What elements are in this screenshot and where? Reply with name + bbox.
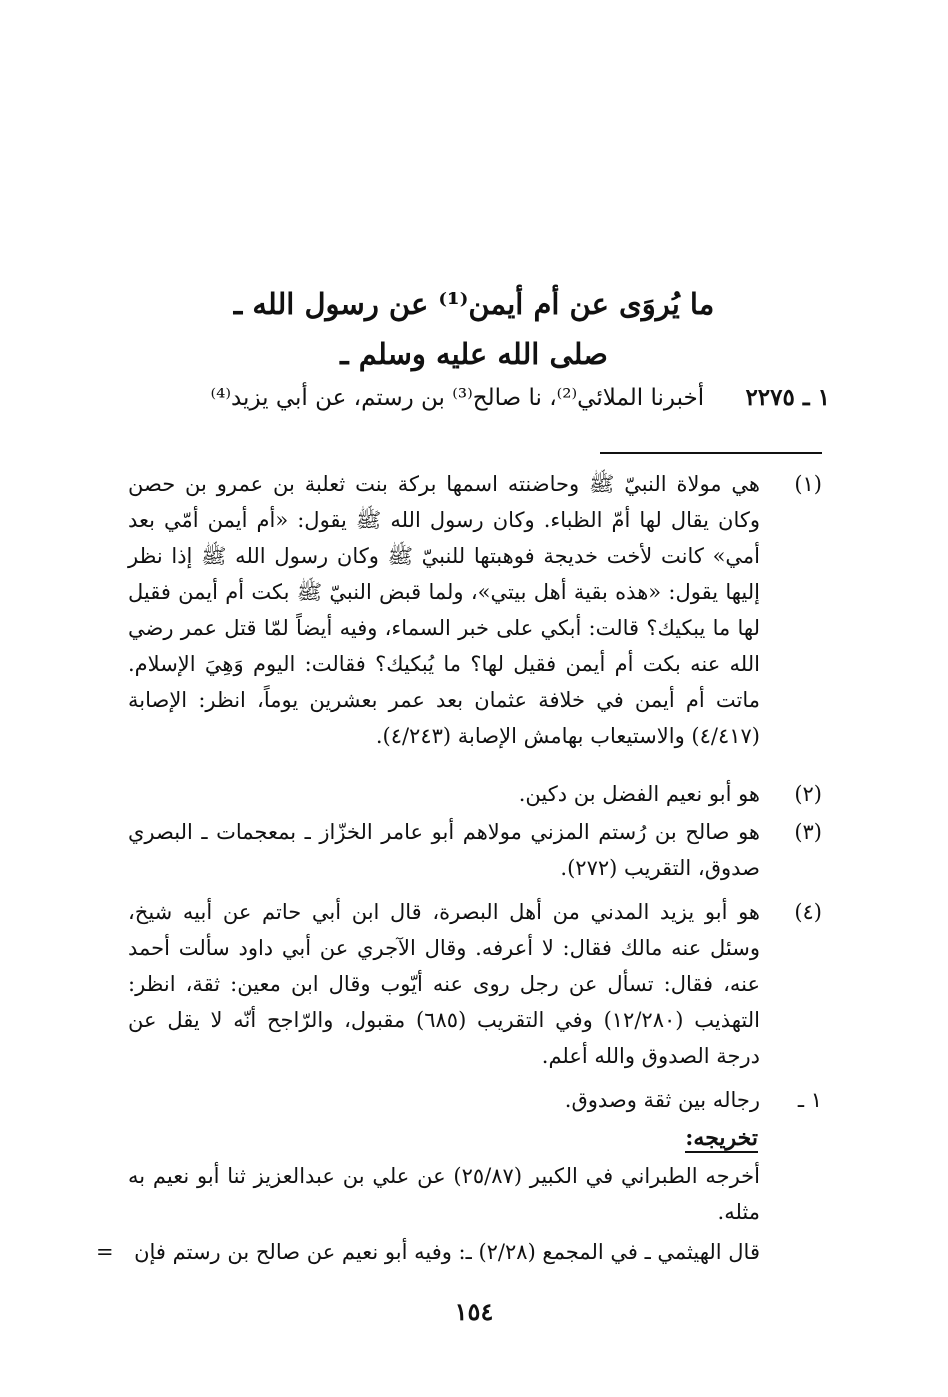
chapter-title-line-2: صلى الله عليه وسلم ـ <box>340 337 608 371</box>
hadith-line <box>110 378 830 418</box>
hadith-grading-note <box>128 1082 822 1118</box>
takhrij-paragraph-1: أخرجه الطبراني في الكبير (٢٥/٨٧) عن علي بن عبدالعزيز ثنا أبو نعيم به مثله. <box>128 1164 760 1224</box>
hadith-text: أخبرنا الملائي⁽²⁾، نا صالح⁽³⁾ بن رستم، عن أبي يزيد⁽⁴⁾ <box>210 385 705 411</box>
footnote-3 <box>128 814 822 886</box>
footnote-2 <box>128 776 822 812</box>
footnote-text: هو صالح بن رُستم المزني مولاهم أبو عامر الخزّاز ـ بمعجمات ـ البصري صدوق، التقريب (٢٧٢). <box>128 820 760 880</box>
footnote-divider <box>600 452 822 454</box>
footnote-1 <box>128 466 822 754</box>
takhrij-paragraph-2: قال الهيثمي ـ في المجمع (٢/٢٨) ـ: وفيه أبو نعيم عن صالح بن رستم فإن <box>134 1240 760 1264</box>
takhrij-heading-text: تخريجه: <box>685 1125 758 1151</box>
footnote-text: هو أبو نعيم الفضل بن دكين. <box>518 782 760 806</box>
footnote-text: رجاله بين ثقة وصدوق. <box>564 1088 760 1112</box>
footnote-marker: (١) <box>794 472 822 496</box>
footnote-text: هي مولاة النبيّ ﷺ وحاضنته اسمها بركة بنت ثعلبة بن عمرو بن حصن وكان يقال لها أمّ الظباء. وكان رسول الله ﷺ يقول: «أم أيمن أمّي بعد أمي» كانت لأخت خديجة فوهبتها للنبيّ ﷺ وكان رسول الله ﷺ إذا نظر إليها يقول: «هذه بقية أهل بيتي»، ولما قبض النبيّ ﷺ بكت أم أيمن فقيل لها ما يبكيك؟ قالت: أبكي على خبر السماء، وفيه أيضاً لمّا قتل عمر رضي الله عنه بكت أم أيمن فقيل لها؟ ما يُبكيك؟ فقالت: اليوم وَهِيَ الإسلام. ماتت أم أيمن في خلافة عثمان بعد عمر بعشرين يوماً، انظر: الإصابة (٤/٤١٧) والاستيعاب بهامش الإصابة (٤/٢٤٣). <box>128 472 760 748</box>
chapter-title-line-1: ما يُروَى عن أم أيمن⁽¹⁾ عن رسول الله ـ <box>233 287 715 321</box>
continuation-mark: = <box>96 1240 114 1264</box>
footnote-4 <box>128 894 822 1074</box>
hadith-number: ١ ـ ٢٢٧٥ <box>745 384 830 411</box>
footnote-marker: (٢) <box>794 782 822 806</box>
footnote-marker: (٤) <box>794 900 822 924</box>
footnote-text: هو أبو يزيد المدني من أهل البصرة، قال ابن أبي حاتم عن أبيه شيخ، وسئل عنه مالك فقال: لا أعرفه. وقال الآجري عن أبي داود سألت أحمد عنه، فقال: تسأل عن رجل روى عنه أيّوب وقال ابن معين: ثقة، انظر: التهذيب (١٢/٢٨٠) وفي التقريب (٦٨٥) مقبول، والرّاجح أنّه لا يقل عن درجة الصدوق والله أعلم. <box>128 900 760 1068</box>
footnote-marker: ١ ـ <box>797 1088 822 1112</box>
takhrij-heading <box>685 1120 758 1156</box>
footnote-marker: (٣) <box>794 820 822 844</box>
page-number: ١٥٤ <box>454 1297 494 1326</box>
